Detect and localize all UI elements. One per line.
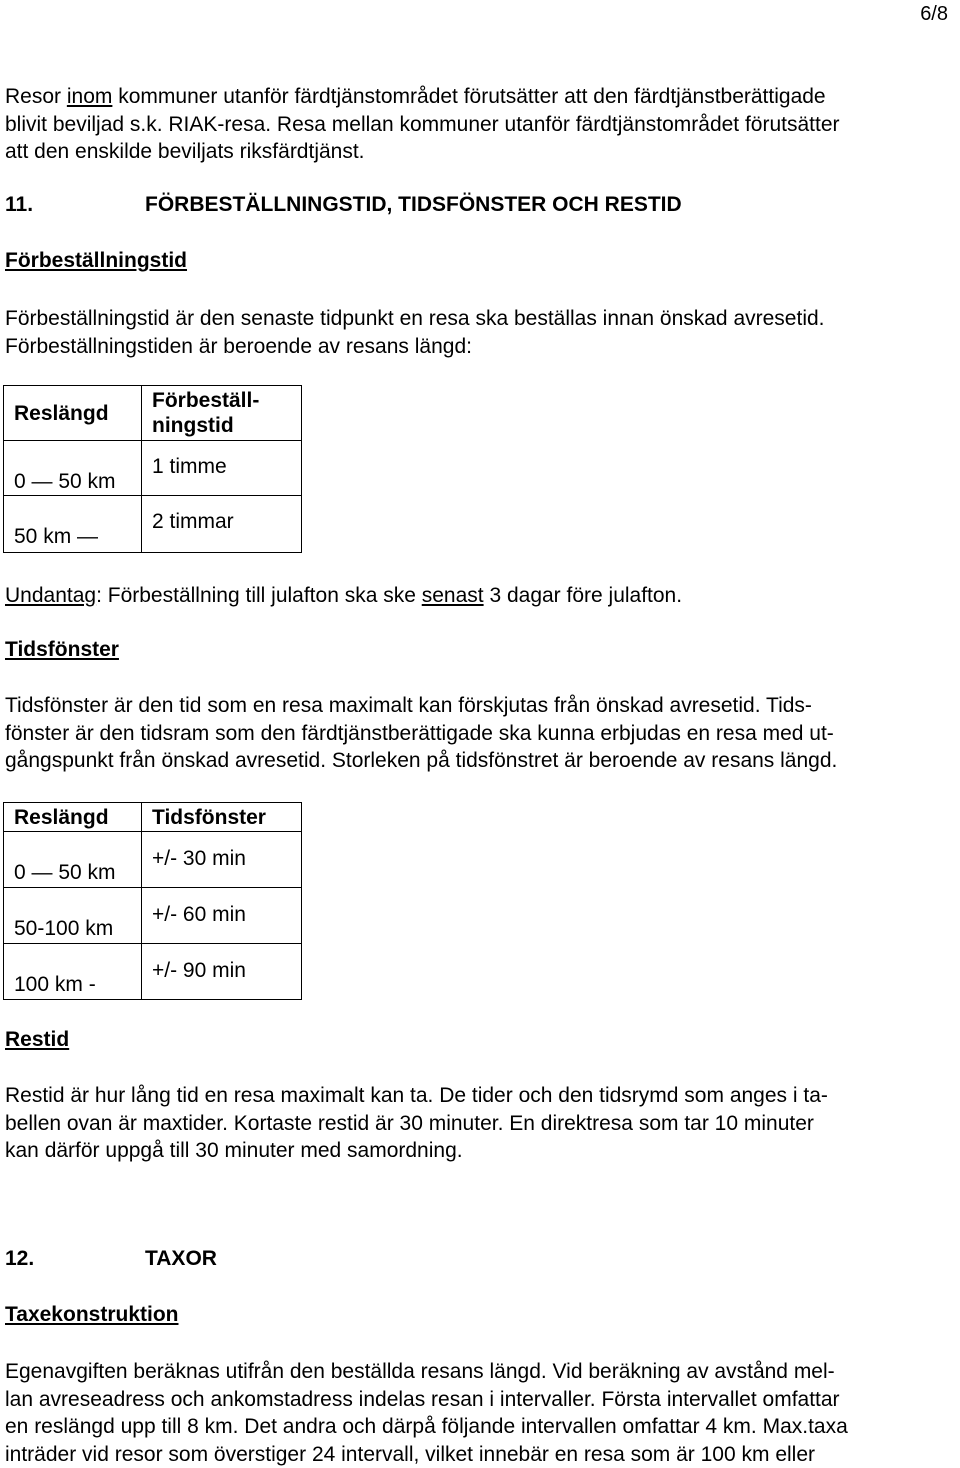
table-header-reslangd: Reslängd (4, 803, 142, 832)
table-cell-window: +/- 60 min (142, 888, 302, 944)
page-number: 6/8 (920, 3, 948, 26)
tidsfonster-heading: Tidsfönster (5, 638, 119, 662)
intro-inom-underlined: inom (67, 85, 113, 108)
intro-line-3: att den enskilde beviljats riksfärdtjänst. (5, 138, 840, 166)
table-cell-distance: 100 km - (4, 944, 142, 1000)
restid-paragraph (5, 1082, 828, 1165)
intro-paragraph (5, 83, 840, 166)
table-cell-distance: 50-100 km (4, 888, 142, 944)
section-11-title: FÖRBESTÄLLNINGSTID, TIDSFÖNSTER OCH RESTID (145, 193, 682, 217)
table-row (4, 496, 302, 553)
table-cell-time: 2 timmar (142, 496, 302, 553)
exception-line: Undantag: Förbeställning till julafton ska ske senast 3 dagar före julafton. (5, 582, 682, 610)
taxe-line-4: inträder vid resor som överstiger 24 intervall, vilket innebär en resa som är 100 km eller (5, 1441, 848, 1468)
table-cell-window: +/- 30 min (142, 832, 302, 888)
restid-heading: Restid (5, 1028, 69, 1052)
table-header-forbestallningstid: Förbeställ- ningstid (142, 386, 302, 441)
table-header-row (4, 803, 302, 832)
forbestallningstid-line-1: Förbeställningstid är den senaste tidpunkt en resa ska beställas innan önskad avresetid. (5, 305, 825, 333)
table-header-reslangd: Reslängd (4, 386, 142, 441)
table-row (4, 832, 302, 888)
tidsfonster-line-2: fönster är den tidsram som den färdtjänstberättigade ska kunna erbjudas en resa med ut- (5, 720, 837, 748)
taxe-line-2: lan avreseadress och ankomstadress indelas resan i intervaller. Första intervallet omfattar (5, 1386, 848, 1414)
restid-line-3: kan därför uppgå till 30 minuter med samordning. (5, 1137, 828, 1165)
tidsfonster-line-1: Tidsfönster är den tid som en resa maximalt kan förskjutas från önskad avresetid. Tids- (5, 692, 837, 720)
taxe-line-1: Egenavgiften beräknas utifrån den beställda resans längd. Vid beräkning av avstånd mel- (5, 1358, 848, 1386)
taxekonstruktion-heading: Taxekonstruktion (5, 1303, 178, 1327)
table-header-row (4, 386, 302, 441)
table-row (4, 441, 302, 496)
restid-line-2: bellen ovan är maxtider. Kortaste restid är 30 minuter. En direktresa som tar 10 minuter (5, 1110, 828, 1138)
table-cell-distance: 0 — 50 km (4, 441, 142, 496)
exception-senast-underlined: senast (422, 584, 484, 607)
table-header-tidsfonster: Tidsfönster (142, 803, 302, 832)
table-cell-window: +/- 90 min (142, 944, 302, 1000)
section-12-title: TAXOR (145, 1247, 217, 1271)
table-cell-distance: 50 km — (4, 496, 142, 553)
table-row (4, 944, 302, 1000)
taxe-line-3: en reslängd upp till 8 km. Det andra och därpå följande intervallen omfattar 4 km. Max.taxa (5, 1413, 848, 1441)
table-cell-distance: 0 — 50 km (4, 832, 142, 888)
exception-label: Undantag (5, 584, 96, 607)
taxekonstruktion-paragraph (5, 1358, 848, 1468)
forbestallningstid-line-2: Förbeställningstiden är beroende av resans längd: (5, 333, 825, 361)
forbestallningstid-heading: Förbeställningstid (5, 249, 187, 273)
tidsfonster-table (3, 802, 302, 1000)
table-cell-time: 1 timme (142, 441, 302, 496)
forbestallningstid-table (3, 385, 302, 553)
section-12-number: 12. (5, 1247, 34, 1271)
tidsfonster-paragraph (5, 692, 837, 775)
intro-line-1: Resor inom kommuner utanför färdtjänstområdet förutsätter att den färdtjänstberättigade (5, 83, 840, 111)
forbestallningstid-paragraph (5, 305, 825, 360)
table-row (4, 888, 302, 944)
tidsfonster-line-3: gångspunkt från önskad avresetid. Storleken på tidsfönstret är beroende av resans längd. (5, 747, 837, 775)
restid-line-1: Restid är hur lång tid en resa maximalt kan ta. De tider och den tidsrymd som anges i ta- (5, 1082, 828, 1110)
intro-line-2: blivit beviljad s.k. RIAK-resa. Resa mellan kommuner utanför färdtjänstområdet förutsätter (5, 111, 840, 139)
section-11-number: 11. (5, 193, 33, 217)
